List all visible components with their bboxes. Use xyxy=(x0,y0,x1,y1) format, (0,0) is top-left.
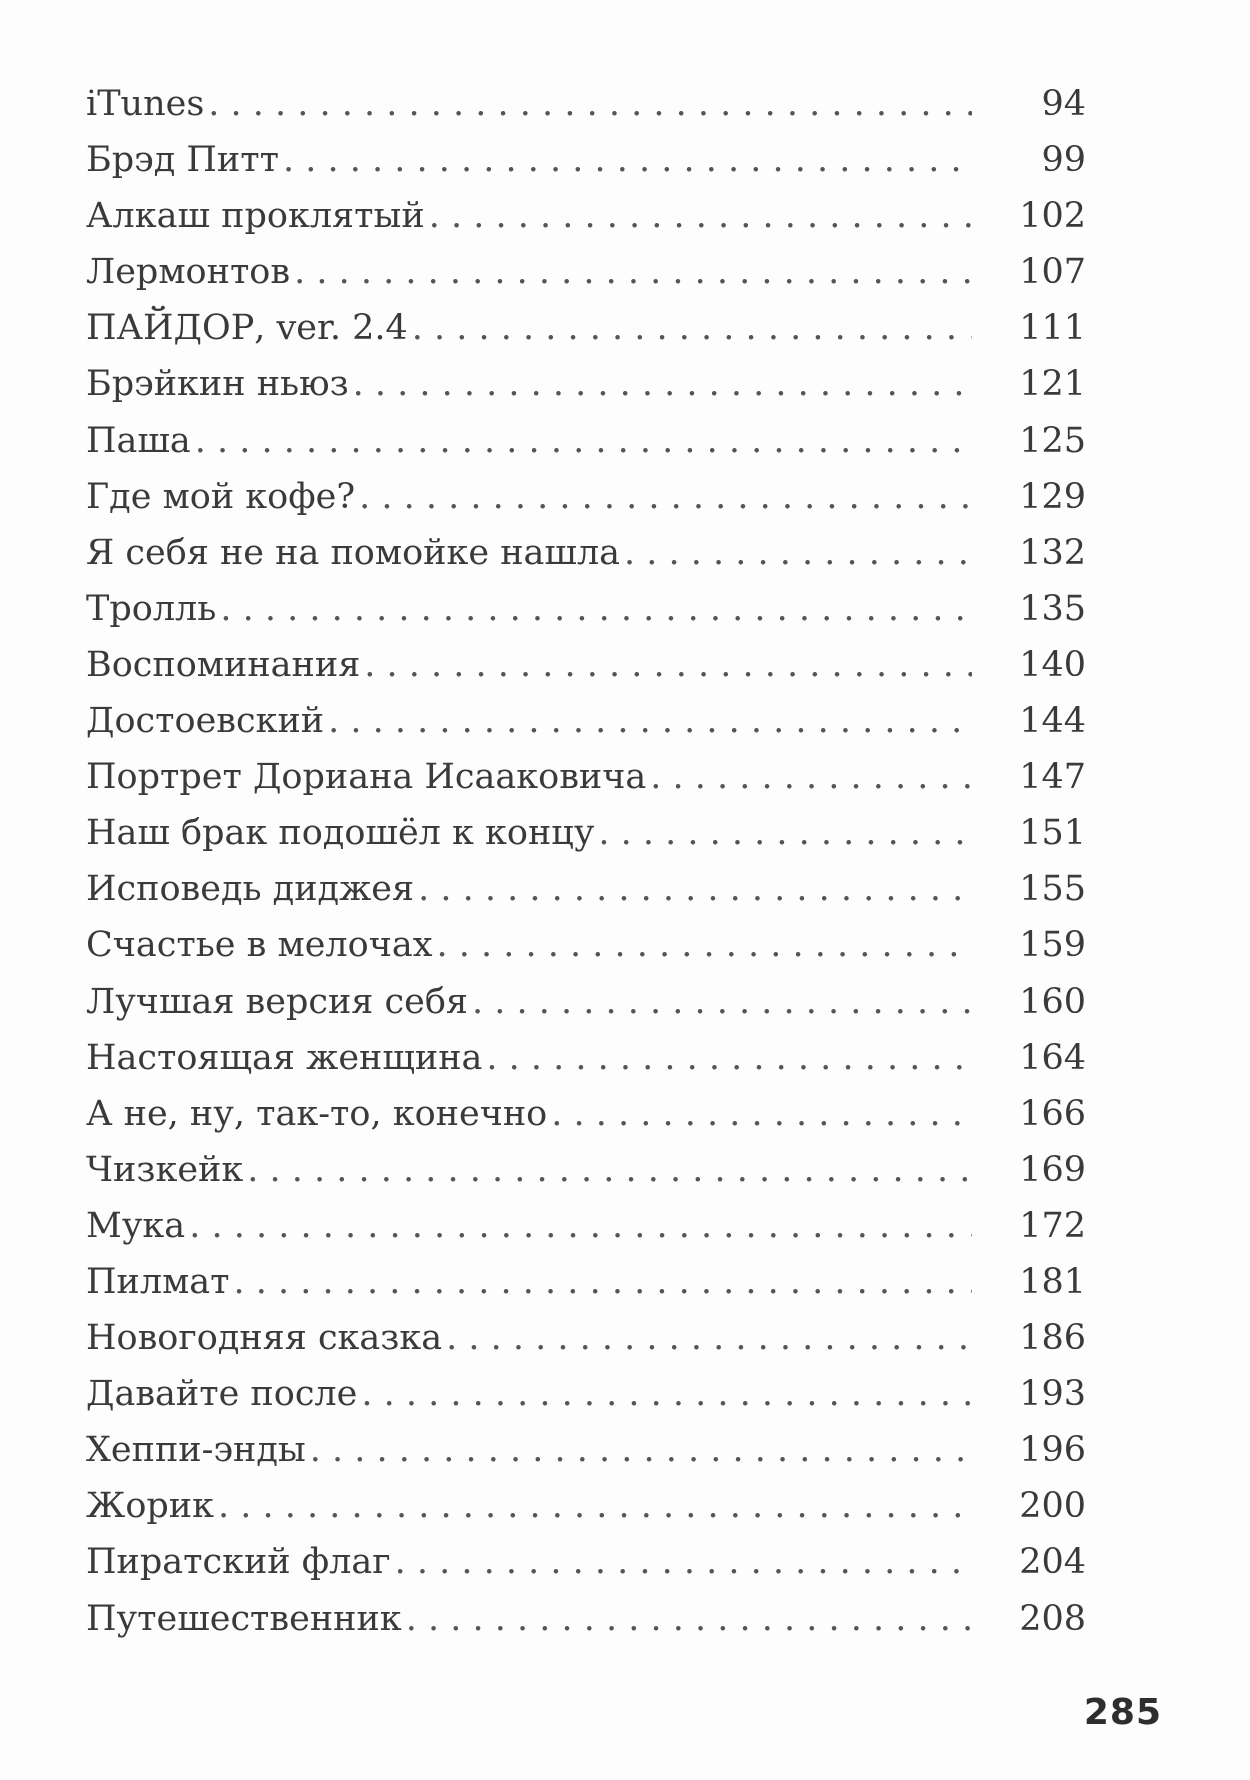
toc-entry-page: 102 xyxy=(1019,196,1086,237)
toc-entry-page: 111 xyxy=(1019,308,1086,349)
toc-entry-page: 99 xyxy=(1041,140,1086,181)
toc-entry xyxy=(86,637,1086,693)
toc-entry-title: Лермонтов xyxy=(86,252,291,293)
toc-entry xyxy=(86,1478,1086,1534)
toc-entry-title: Брэд Питт xyxy=(86,140,279,181)
dot-leader xyxy=(551,1086,972,1142)
toc-entry-title: Лучшая версия себя xyxy=(86,981,468,1022)
toc-entry-title: iTunes xyxy=(86,84,205,124)
toc-entry xyxy=(86,1310,1086,1366)
toc-entry xyxy=(86,188,1086,244)
toc-entry-page: 164 xyxy=(1019,1037,1086,1078)
table-of-contents xyxy=(86,76,1086,1647)
dot-leader xyxy=(359,469,972,525)
dot-leader xyxy=(472,974,972,1030)
toc-entry-page: 166 xyxy=(1019,1093,1086,1134)
toc-entry xyxy=(86,1534,1086,1590)
toc-entry xyxy=(86,413,1086,469)
toc-entry-title: Настоящая женщина xyxy=(86,1037,483,1078)
dot-leader xyxy=(283,132,972,188)
toc-entry xyxy=(86,581,1086,637)
toc-entry-page: 208 xyxy=(1019,1598,1086,1639)
dot-leader xyxy=(624,525,972,581)
toc-entry-title: Хеппи-энды xyxy=(86,1430,306,1471)
toc-entry-page: 204 xyxy=(1019,1542,1086,1583)
toc-entry xyxy=(86,1366,1086,1422)
toc-entry-page: 144 xyxy=(1019,701,1086,742)
dot-leader xyxy=(361,1366,972,1422)
dot-leader xyxy=(189,1198,972,1254)
toc-entry xyxy=(86,1030,1086,1086)
toc-entry-page: 140 xyxy=(1019,644,1086,685)
toc-entry-title: Давайте после xyxy=(86,1374,358,1415)
toc-entry-page: 151 xyxy=(1019,813,1086,854)
toc-entry xyxy=(86,749,1086,805)
dot-leader xyxy=(364,637,972,693)
toc-entry-title: Путешественник xyxy=(86,1598,402,1639)
toc-entry-page: 196 xyxy=(1019,1430,1086,1471)
toc-entry xyxy=(86,76,1086,132)
dot-leader xyxy=(446,1310,972,1366)
toc-entry-title: Жорик xyxy=(86,1486,215,1527)
dot-leader xyxy=(195,413,972,469)
toc-entry-page: 135 xyxy=(1019,588,1086,629)
toc-entry-title: Я себя не на помойке нашла xyxy=(86,532,621,573)
dot-leader xyxy=(220,581,972,637)
dot-leader xyxy=(294,244,972,300)
toc-entry-page: 132 xyxy=(1019,532,1086,573)
toc-entry-page: 147 xyxy=(1019,757,1086,798)
dot-leader xyxy=(486,1030,972,1086)
toc-entry xyxy=(86,469,1086,525)
toc-entry xyxy=(86,1254,1086,1310)
toc-entry-title: Алкаш проклятый xyxy=(86,196,425,237)
dot-leader xyxy=(406,1591,972,1647)
toc-entry xyxy=(86,1142,1086,1198)
dot-leader xyxy=(234,1254,972,1310)
toc-entry-page: 121 xyxy=(1019,364,1086,405)
toc-entry-title: Брэйкин ньюз xyxy=(86,364,349,405)
toc-entry-title: Пилмат xyxy=(86,1261,230,1302)
toc-entry-title: Чизкейк xyxy=(86,1149,244,1190)
dot-leader xyxy=(650,749,972,805)
toc-entry-title: Паша xyxy=(86,420,191,461)
toc-entry xyxy=(86,1198,1086,1254)
dot-leader xyxy=(218,1478,972,1534)
toc-entry-title: Новогодняя сказка xyxy=(86,1318,443,1359)
toc-entry-title: Тролль xyxy=(86,588,217,629)
dot-leader xyxy=(598,805,972,861)
toc-entry-title: ПАЙДОР, ver. 2.4 xyxy=(86,308,408,349)
toc-entry-page: 107 xyxy=(1019,252,1086,293)
toc-entry-page: 159 xyxy=(1019,925,1086,966)
toc-entry-page: 129 xyxy=(1019,476,1086,517)
toc-entry xyxy=(86,300,1086,356)
toc-entry-title: Пиратский флаг xyxy=(86,1542,391,1583)
toc-entry xyxy=(86,1086,1086,1142)
dot-leader xyxy=(208,76,972,132)
toc-entry xyxy=(86,132,1086,188)
dot-leader xyxy=(436,917,972,973)
dot-leader xyxy=(412,300,972,356)
toc-entry xyxy=(86,861,1086,917)
toc-entry-page: 155 xyxy=(1019,869,1086,910)
toc-entry-page: 169 xyxy=(1019,1149,1086,1190)
toc-entry xyxy=(86,244,1086,300)
toc-entry-title: Где мой кофе? xyxy=(86,476,356,517)
dot-leader xyxy=(328,693,972,749)
toc-entry-title: Счастье в мелочах xyxy=(86,925,433,966)
toc-entry-title: Наш брак подошёл к концу xyxy=(86,813,595,854)
dot-leader xyxy=(353,356,972,412)
toc-entry xyxy=(86,805,1086,861)
toc-entry xyxy=(86,1422,1086,1478)
toc-entry-title: Исповедь диджея xyxy=(86,869,415,910)
toc-entry-page: 193 xyxy=(1019,1374,1086,1415)
page-number: 285 xyxy=(1083,1692,1162,1733)
toc-entry xyxy=(86,525,1086,581)
toc-entry-title: Мука xyxy=(86,1205,186,1246)
toc-entry xyxy=(86,974,1086,1030)
toc-entry-page: 186 xyxy=(1019,1318,1086,1359)
dot-leader xyxy=(418,861,972,917)
toc-entry-page: 125 xyxy=(1019,420,1086,461)
toc-entry-page: 94 xyxy=(1041,84,1086,124)
toc-entry-page: 181 xyxy=(1019,1261,1086,1302)
dot-leader xyxy=(247,1142,972,1198)
toc-entry-title: Воспоминания xyxy=(86,644,361,685)
dot-leader xyxy=(429,188,972,244)
toc-entry-title: Достоевский xyxy=(86,701,325,742)
toc-entry-title: Портрет Дориана Исааковича xyxy=(86,757,647,798)
toc-entry xyxy=(86,693,1086,749)
dot-leader xyxy=(310,1422,972,1478)
toc-entry-page: 200 xyxy=(1019,1486,1086,1527)
dot-leader xyxy=(395,1534,972,1590)
toc-entry-title: А не, ну, так-то, конечно xyxy=(86,1093,548,1134)
toc-entry-page: 172 xyxy=(1019,1205,1086,1246)
toc-entry xyxy=(86,356,1086,412)
toc-entry xyxy=(86,1591,1086,1647)
toc-entry-page: 160 xyxy=(1019,981,1086,1022)
toc-entry xyxy=(86,917,1086,973)
